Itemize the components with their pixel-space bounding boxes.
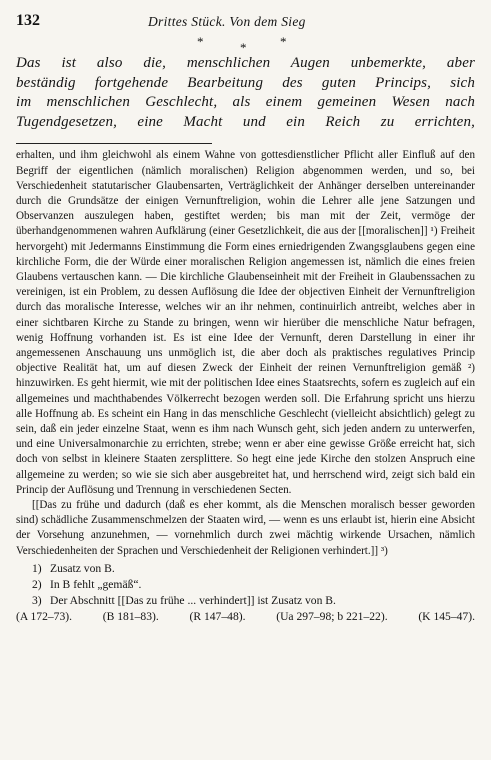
ornament-star: * [280, 34, 287, 49]
edition-ref: (Ua 297–98; b 221–22). [276, 609, 388, 623]
ornament-star: * [197, 34, 204, 49]
variant-note-number: 2) [32, 577, 42, 591]
ornament-star: * [240, 40, 247, 55]
footnote-paragraph: erhalten, und ihm gleichwohl als einem Wahne von gottesdienstlicher Pflicht aller Einfluß auf den Begriff der eigentlichen (nämlich moralischen) Religion abgenommen werden, und so, bei Verschiedenheit statutarischer Glaubensarten, Verträglichkeit der Anhänger derselben untereinander durch die Grundsätze der einigen Vernunftreligion, wohin die Lehrer alle jene Satzungen und Observanzen auszulegen haben, gestiftet werden; bis man mit der Zeit, vermöge der überhandgenommenen wahren Aufklärung (einer Gesetzlichkeit, die aus der [[moralischen]] ¹) Freiheit hervorgeht) mit Jedermanns Einstimmung die Form eines erniedrigenden Zwangsglaubens gegen eine kirchliche Form, die der Würde einer moralischen Religion angemessen ist, nämlich die eines freien Glaubens vertauschen kann. — Die kirchliche Glaubenseinheit mit der Freiheit in Glaubenssachen zu vereinigen, ist ein Problem, zu dessen Auflösung die Idee der objectiven Einheit der Vernunftreligion durch das moralische Interesse, welches wir an ihr nehmen, continuirlich antreibt, welches aber in einer sichtbaren Kirche zu Stande zu bringen, wenn wir hierüber die menschliche Natur befragen, wenig Hoffnung vorhanden ist. Es ist eine Idee der Vernunft, deren Darstellung in einer ihr angemessenen Anschauung uns unmöglich ist, die aber doch als praktisches regulatives Princip objective Realität hat, um auf diesen Zweck der Einheit der reinen Vernunftreligion gemäß ²) hinzuwirken. Es geht hiermit, wie mit der politischen Idee eines Staatsrechts, sofern es zugleich auf ein allgemeines und machthabendes Völkerrecht bezogen werden soll. Die Erfahrung spricht uns hierzu alle Hoffnung ab. Es scheint ein Hang in das menschliche Geschlecht (vielleicht absichtlich) gelegt zu sein, daß ein jeder einzelne Staat, wenn es ihm nach Wunsch geht, sich jeden andern zu unterwerfen, und eine Universalmonarchie zu errichten, strebe; wenn er aber eine gewisse Größe erreicht hat, sich doch von selbst in kleinere Staaten zersplittere. So hegt eine jede Kirche den stolzen Anspruch eine allgemeine zu werden; so wie sie sich aber ausgebreitet hat, und herrschend wird, zeigt sich bald ein Princip der Auflösung und Trennung in verschiedenen Secten. [16, 149, 475, 496]
variant-note-text: Zusatz von B. [50, 561, 115, 575]
footnote-separator [16, 143, 212, 144]
variant-note [16, 561, 475, 577]
running-head: Drittes Stück. Von dem Sieg [148, 14, 306, 29]
page-number: 132 [16, 12, 40, 29]
book-page [16, 10, 475, 623]
variant-note [16, 593, 475, 609]
main-text [16, 54, 475, 132]
variant-notes [16, 561, 475, 609]
variant-note-number: 1) [32, 561, 42, 575]
main-text-line: Tugendgesetzen, eine Macht und ein Reich zu errichten, [16, 113, 475, 130]
footnote-paragraph: [[Das zu frühe und dadurch (daß es eher kommt, als die Menschen moralisch besser geworden sind) schädliche Zusammenschmelzen der Staaten wird, — wenn es uns erlaubt ist, hierin eine Absicht der Vorsehung anzunehmen, — vornehmlich durch zwei mächtig wirkende Ursachen, nämlich Verschiedenheiten der Sprachen und Verschiedenheit der Religionen verhindert.]] ³) [16, 499, 475, 557]
variant-note-text: In B fehlt „gemäß“. [50, 577, 142, 591]
variant-note-number: 3) [32, 593, 42, 607]
main-text-line: im menschlichen Geschlecht, als einem gemeinen Wesen nach [16, 94, 475, 111]
edition-ref: (K 145–47). [418, 609, 475, 623]
variant-note-text: Der Abschnitt [[Das zu frühe ... verhindert]] ist Zusatz von B. [50, 593, 336, 607]
main-text-line: beständig fortgehende Bearbeitung des guten Princips, sich [16, 74, 475, 91]
edition-ref: (R 147–48). [189, 609, 246, 623]
variant-note [16, 577, 475, 593]
edition-ref: (A 172–73). [16, 609, 73, 623]
edition-references [16, 610, 475, 623]
section-ornament [16, 34, 475, 55]
page-header [16, 10, 475, 34]
main-text-line: Das ist also die, menschlichen Augen unbemerkte, aber [16, 55, 475, 71]
edition-ref: (B 181–83). [102, 609, 159, 623]
